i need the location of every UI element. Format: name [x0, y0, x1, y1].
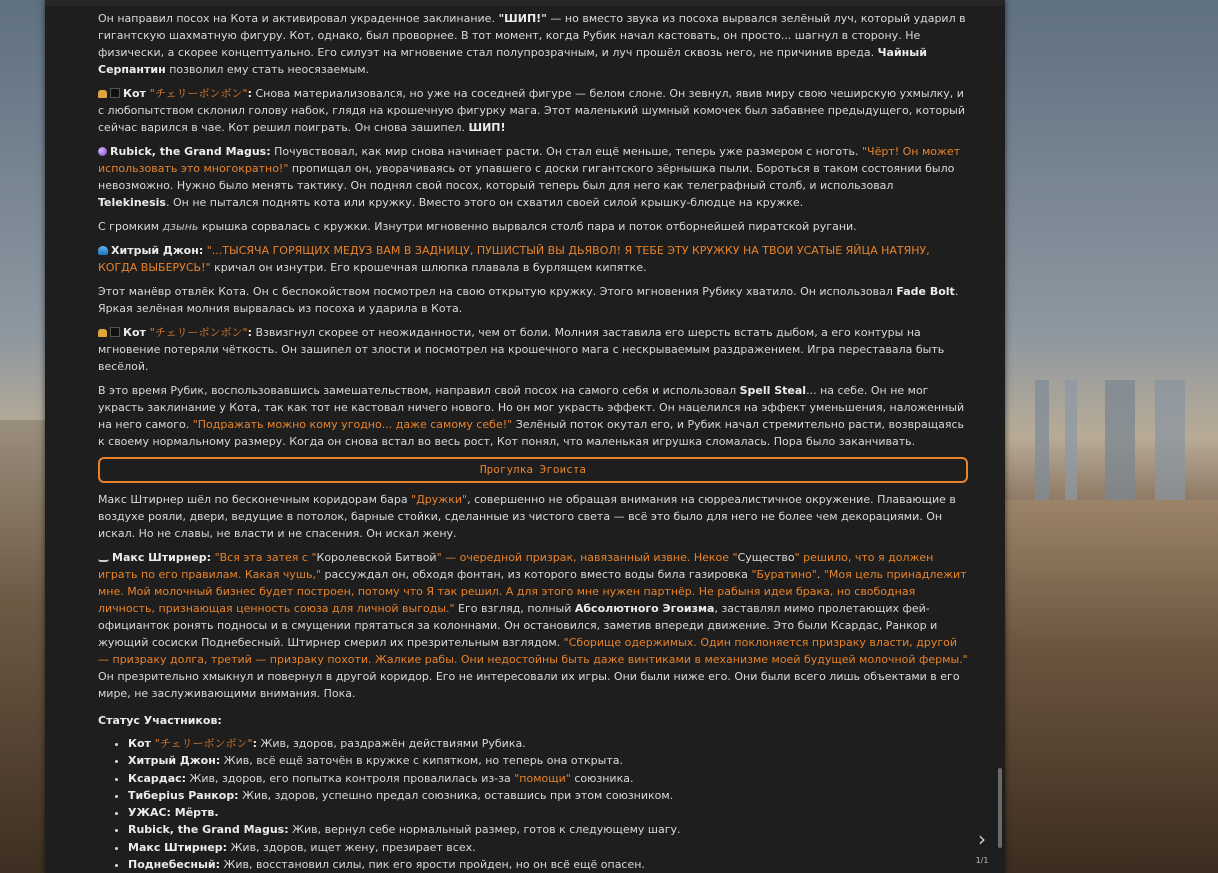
- text-run: Его взгляд, полный: [454, 602, 575, 615]
- status-list: [98, 735, 968, 873]
- status-title: Статус Участников:: [98, 714, 222, 727]
- story-paragraph: [98, 143, 968, 211]
- text-run: :: [247, 326, 252, 339]
- text-run: "チェリーボンボン": [149, 326, 248, 339]
- text-run: ШИП!: [468, 121, 506, 134]
- text-run: "Вся эта затея с ": [214, 551, 317, 564]
- text-run: "Буратино": [751, 568, 817, 581]
- text-run: "チェリーボンボン": [149, 87, 248, 100]
- text-run: Этот манёвр отвлёк Кота. Он с беспокойством посмотрел на свою открытую кружку. Этого мгновения Рубику хватило. Он использовал: [98, 285, 897, 298]
- story-paragraphs-2: [98, 491, 968, 702]
- text-run: Макс Штирнер шёл по бесконечным коридорам бара: [98, 493, 412, 506]
- text-run: Жив, здоров, успешно предал союзника, оставшись при этом союзником.: [238, 788, 674, 802]
- chevron-right-icon[interactable]: ›: [978, 827, 986, 851]
- wave-icon: [98, 246, 108, 255]
- text-run: Существо: [737, 551, 795, 564]
- background-ground: [1005, 500, 1218, 873]
- text-run: Fade Bolt: [896, 285, 955, 298]
- status-item: [128, 839, 968, 856]
- text-run: С громким: [98, 220, 163, 233]
- text-run: Зелёный поток окутал его, и Рубик начал стремительно расти, возвращаясь к своему нормальному размеру. Когда он снова встал во весь рост, Кот понял, что маленькая игрушка сломалась. Пора было заканчивать.: [98, 418, 965, 448]
- status-item: [128, 735, 968, 752]
- text-run: Жив, здоров, раздражён действиями Рубика.: [256, 737, 526, 750]
- text-run: "Чёрт! Он может использовать это многократно!": [98, 145, 961, 175]
- text-run: "Дружки": [411, 493, 468, 506]
- text-run: Жив, всё ещё заточён в кружке с кипятком, но теперь она открыта.: [220, 754, 623, 768]
- text-run: Жив, восстановил силы, пик его ярости пройден, но он всё ещё опасен.: [220, 858, 645, 872]
- text-run: Абсолютного Эгоизма: [574, 602, 715, 615]
- background-ruins: [1005, 380, 1218, 520]
- text-run: рассуждал он, обходя фонтан, из которого вместо воды била газировка: [321, 568, 752, 581]
- cat-icon: [98, 90, 107, 98]
- scrollbar-thumb[interactable]: [998, 768, 1002, 848]
- text-run: . Он не пытался поднять кота или кружку. Вместо этого он схватил своей силой крышку-блюдце на кружке.: [165, 196, 804, 209]
- status-item: [128, 821, 968, 838]
- story-paragraph: [98, 549, 968, 702]
- message-content: [98, 10, 968, 873]
- status-item: [128, 770, 968, 787]
- text-run: Кот: [128, 737, 155, 750]
- text-run: кричал он изнутри. Его крошечная шлюпка плавала в бурлящем кипятке.: [210, 261, 647, 274]
- status-item: [128, 752, 968, 769]
- story-paragraph: [98, 324, 968, 375]
- text-run: пропищал он, уворачиваясь от упавшего с доски гигантского зёрнышка пыли. Бороться в таком состоянии было невозможно. Нужно было менять тактику. Он поднял свой посох, который теперь был для него как телеграфный столб, и использовал: [98, 162, 955, 192]
- text-run: Rubick, the Grand Magus:: [128, 823, 289, 837]
- text-run: Тиберius Ранкор:: [128, 788, 239, 802]
- text-run: Кот: [123, 326, 150, 339]
- text-run: " решило, что я должен играть по его правилам. Какая чушь,": [98, 551, 934, 581]
- top-toolbar-strip: [45, 0, 1005, 6]
- text-run: крышка сорвалась с кружки. Изнутри мгновенно вырвался столб пара и поток отборнейшей пиратской ругани.: [198, 220, 857, 233]
- text-run: Хитрый Джон:: [111, 244, 204, 257]
- text-run: Ксардас:: [128, 771, 187, 785]
- text-run: Макс Штирнер:: [112, 551, 212, 564]
- status-item: [128, 804, 968, 821]
- text-run: "Подражать можно кому угодно... даже самому себе!": [192, 418, 513, 431]
- text-run: Поднебесный:: [128, 858, 221, 872]
- text-run: В это время Рубик, воспользовавшись замешательством, направил свой посох на самого себя и использовал: [98, 384, 740, 397]
- story-paragraph: [98, 491, 968, 542]
- text-run: ... на себе. Он не мог украсть заклинание у Кота, так как тот не кастовал ничего нового. Но он мог украсть эффект. Он нацелился на эффект уменьшения, наложенный на него самого.: [98, 384, 965, 431]
- text-run: Макс Штирнер:: [128, 840, 228, 854]
- text-run: Он презрительно хмыкнул и повернул в другой коридор. Его не интересовали их игры. Они были ниже его. Они были всего лишь объектами в его мире, не заслуживающими внимания. Пока.: [98, 670, 960, 700]
- status-item: [128, 787, 968, 804]
- page-counter: 1/1: [975, 856, 989, 865]
- text-run: "Сборище одержимых. Один поклоняется призраку власти, другой — призраку долга, третий — призраку похоти. Жалкие рабы. Они недостойны быть даже винтиками в механизме моей будущей молочной фермы.": [98, 636, 968, 666]
- text-run: :: [252, 737, 257, 750]
- text-run: "...ТЫСЯЧА ГОРЯЩИХ МЕДУЗ ВАМ В ЗАДНИЦУ, ПУШИСТЫЙ ВЫ ДЬЯВОЛ! Я ТЕБЕ ЭТУ КРУЖКУ НА ТВОИ УСАТЫЕ ЯЙЦА НАТЯНУ, КОГДА ВЫБЕРУСЬ!": [98, 244, 930, 274]
- text-run: Он направил посох на Кота и активировал украденное заклинание.: [98, 12, 499, 25]
- text-run: Spell Steal: [739, 384, 807, 397]
- text-run: УЖАС: Мёртв.: [128, 806, 219, 820]
- story-paragraph: [98, 85, 968, 136]
- story-paragraph: [98, 382, 968, 450]
- hat-icon: [98, 553, 109, 562]
- black-square-icon: [110, 327, 120, 337]
- story-paragraph: [98, 218, 968, 235]
- text-run: союзника.: [570, 771, 634, 785]
- story-paragraph: [98, 283, 968, 317]
- text-run: Королевской Битвой: [316, 551, 437, 564]
- text-run: Снова материализовался, но уже на соседней фигуре — белом слоне. Он зевнул, явив миру свою чеширскую ухмылку, и с любопытством склонил голову набок, глядя на крошечную фигурку мага. Этот маленький шумный комочек был забавнее предыдущего, который сейчас варился в чае. Кот решил поиграть. Он снова зашипел.: [98, 87, 966, 134]
- section-divider: [98, 457, 968, 483]
- text-run: "チェリーボンボン": [154, 737, 253, 750]
- text-run: , совершенно не обращая внимания на сюрреалистичное окружение. Плавающие в воздухе рояли, двери, ведущие в потолок, барные стойки, сделанные из чистого света — всё это было для него не более чем декорациями. Он искал. Но не славы, не власти и не спасения. Он искал жену.: [98, 493, 956, 540]
- text-run: Хитрый Джон:: [128, 754, 221, 768]
- crystal-ball-icon: [98, 147, 107, 156]
- text-run: Rubick, the Grand Magus:: [110, 145, 271, 158]
- text-run: — но вместо звука из посоха вырвался зелёный луч, который ударил в гигантскую шахматную фигуру. Кот, однако, был проворнее. В тот момент, когда Рубик начал кастовать, он просто... шагнул в сторону. Не физически, а скорее концептуально. Его силуэт на мгновение стал полупрозрачным, и луч прошёл сквозь него, не причинив вреда.: [98, 12, 966, 59]
- chat-panel: [45, 0, 1005, 873]
- text-run: . Яркая зелёная молния вырвалась из посоха и ударила в Кота.: [98, 285, 959, 315]
- text-run: Жив, здоров, его попытка контроля провалилась из-за: [186, 771, 515, 785]
- cat-icon: [98, 329, 107, 337]
- status-item: [128, 856, 968, 873]
- story-paragraph: [98, 10, 968, 78]
- text-run: позволил ему стать неосязаемым.: [165, 63, 370, 76]
- text-run: Чайный Серпантин: [98, 46, 927, 76]
- text-run: Жив, вернул себе нормальный размер, готов к следующему шагу.: [288, 823, 681, 837]
- background-left: [0, 420, 45, 873]
- text-run: дзынь: [162, 220, 199, 233]
- section-title: Прогулка Эгоиста: [480, 463, 586, 476]
- text-run: Взвизгнул скорее от неожиданности, чем от боли. Молния заставила его шерсть встать дыбом, а его контуры на мгновение потеряли чёткость. Он зашипел от злости и посмотрел на крошечного мага с нескрываемым раздражением. Игра переставала быть весёлой.: [98, 326, 945, 373]
- text-run: Telekinesis: [98, 196, 166, 209]
- text-run: .: [816, 568, 824, 581]
- text-run: "помощи": [514, 771, 571, 785]
- text-run: " — очередной призрак, навязанный извне. Некое ": [436, 551, 738, 564]
- black-square-icon: [110, 88, 120, 98]
- text-run: Почувствовал, как мир снова начинает расти. Он стал ещё меньше, теперь уже размером с ноготь.: [270, 145, 862, 158]
- text-run: "ШИП!": [498, 12, 547, 25]
- text-run: Жив, здоров, ищет жену, презирает всех.: [227, 840, 476, 854]
- text-run: :: [247, 87, 252, 100]
- text-run: "Моя цель принадлежит мне. Мой молочный бизнес будет построен, потому что Я так решил. А для этого мне нужен партнёр. Не рабыня идеи брака, но свободная личность, признающая ценность союза для личной выгоды.": [98, 568, 967, 615]
- text-run: Кот: [123, 87, 150, 100]
- story-paragraph: [98, 242, 968, 276]
- text-run: , заставлял мимо пролетающих фей-официанток ронять подносы и в смущении прятаться за колоннами. Он остановился, заметив впереди движение. Это были Ксардас, Ранкор и жующий сосиски Поднебесный. Штирнер смерил их презрительным взглядом.: [98, 602, 938, 649]
- story-paragraphs: [98, 10, 968, 450]
